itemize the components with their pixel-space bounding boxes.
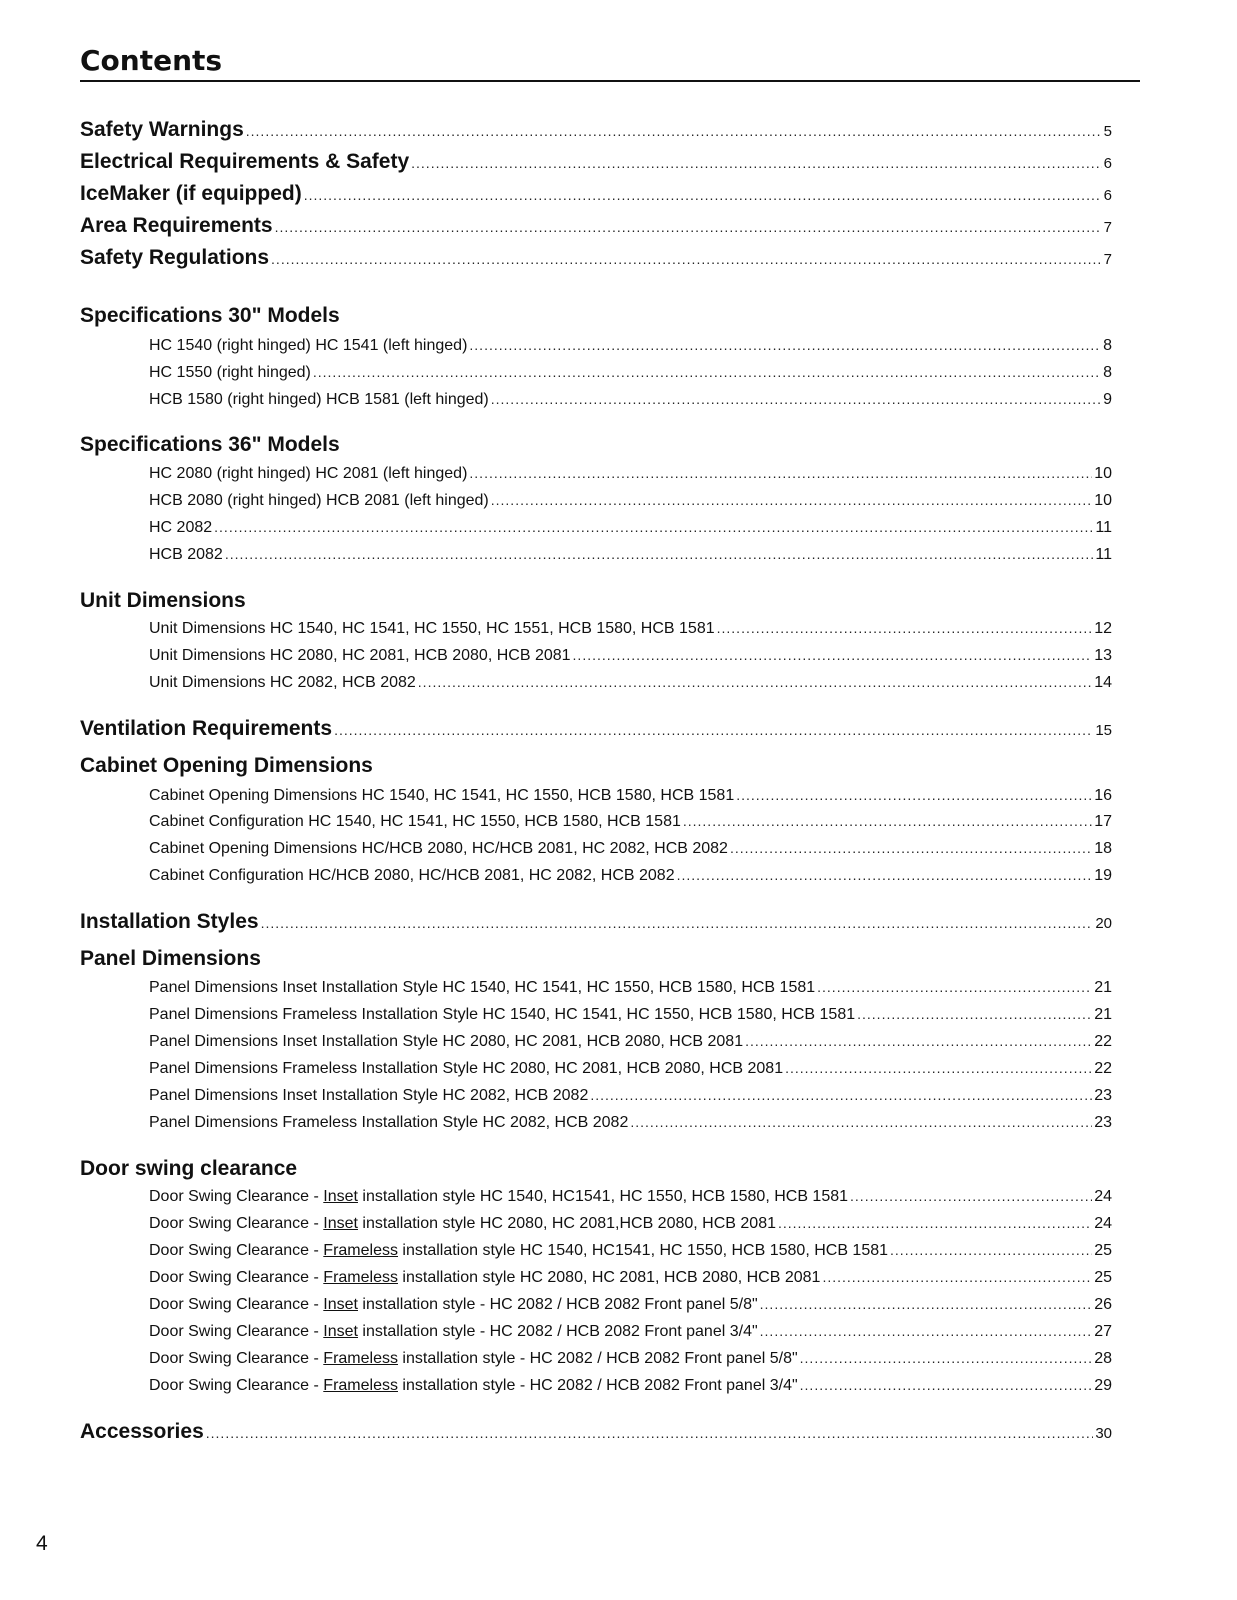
dot-leader (857, 1006, 1092, 1022)
toc-page-number: 10 (1094, 492, 1112, 509)
toc-page-number: 27 (1094, 1323, 1112, 1340)
toc-entry-label: Area Requirements (80, 214, 273, 237)
toc-entry-electrical-requirements[interactable] (80, 150, 1112, 174)
toc-entry-label: HC 2082 (149, 519, 213, 536)
toc-page-number: 24 (1094, 1215, 1112, 1232)
label-rest: installation style - HC 2082 / HCB 2082 Front panel 5/8" (397, 1350, 798, 1367)
style-name: Frameless (323, 1242, 398, 1259)
toc-subentry[interactable] (149, 1060, 1112, 1078)
toc-page-number: 11 (1095, 546, 1112, 563)
style-name: Frameless (323, 1377, 398, 1394)
toc-page-number: 26 (1094, 1296, 1112, 1313)
dot-leader (630, 1114, 1092, 1130)
toc-entry-icemaker[interactable] (80, 182, 1112, 206)
section-heading-spec30: Specifications 30" Models (80, 304, 340, 327)
label-rest: installation style - HC 2082 / HCB 2082 Front panel 3/4" (397, 1377, 798, 1394)
toc-entry-label (149, 1296, 758, 1314)
toc-entry-label: Safety Warnings (80, 118, 244, 141)
dot-leader (822, 1269, 1092, 1285)
toc-subentry[interactable] (149, 1087, 1112, 1105)
toc-page-number: 8 (1103, 364, 1112, 381)
toc-entry-label: Unit Dimensions HC 2082, HCB 2082 (149, 674, 416, 691)
style-name: Inset (323, 1323, 358, 1340)
toc-subentry[interactable] (149, 1006, 1112, 1024)
toc-subentry[interactable] (149, 1350, 1112, 1368)
toc-entry-label (149, 1350, 798, 1368)
toc-entry-label (149, 1188, 848, 1206)
dot-leader (271, 251, 1102, 267)
dot-leader (745, 1033, 1092, 1049)
toc-subentry[interactable] (149, 1377, 1112, 1395)
label-prefix: Door Swing Clearance - (149, 1269, 324, 1286)
label-rest: installation style HC 2080, HC 2081,HCB 2080, HCB 2081 (357, 1215, 776, 1232)
toc-entry-label: Unit Dimensions HC 2080, HC 2081, HCB 2080, HCB 2081 (149, 647, 571, 664)
dot-leader (261, 915, 1094, 931)
toc-entry-safety-warnings[interactable] (80, 118, 1112, 142)
label-prefix: Door Swing Clearance - (149, 1242, 324, 1259)
toc-entry-accessories[interactable] (80, 1420, 1112, 1444)
toc-page-number: 20 (1095, 915, 1112, 932)
toc-page-number: 25 (1094, 1269, 1112, 1286)
toc-page-number: 23 (1094, 1114, 1112, 1131)
toc-entry-label: Accessories (80, 1420, 204, 1443)
toc-page-number: 10 (1094, 465, 1112, 482)
toc-entry-label (149, 1377, 798, 1395)
toc-subentry[interactable] (149, 519, 1112, 537)
toc-entry-label: Electrical Requirements & Safety (80, 150, 410, 173)
toc-subentry[interactable] (149, 1269, 1112, 1287)
toc-page-number: 25 (1094, 1242, 1112, 1259)
dot-leader (418, 674, 1092, 690)
dot-leader (590, 1087, 1092, 1103)
toc-entry-label: Installation Styles (80, 910, 259, 933)
toc-entry-label: Panel Dimensions Frameless Installation Style HC 2080, HC 2081, HCB 2080, HCB 2081 (149, 1060, 784, 1077)
label-prefix: Door Swing Clearance - (149, 1188, 324, 1205)
toc-entry-label: IceMaker (if equipped) (80, 182, 302, 205)
toc-entry-label (149, 1323, 758, 1341)
label-rest: installation style HC 1540, HC1541, HC 1550, HCB 1580, HCB 1581 (397, 1242, 889, 1259)
toc-subentry[interactable] (149, 1188, 1112, 1206)
page-number: 4 (36, 1532, 48, 1555)
toc-entry-label: HC 2080 (right hinged) HC 2081 (left hinged) (149, 465, 468, 482)
dot-leader (778, 1215, 1092, 1231)
dot-leader (683, 813, 1092, 829)
section-heading-cabinet: Cabinet Opening Dimensions (80, 754, 373, 777)
toc-page-number: 17 (1094, 813, 1112, 830)
toc-subentry[interactable] (149, 364, 1112, 382)
dot-leader (785, 1060, 1092, 1076)
section-heading-spec36: Specifications 36" Models (80, 433, 340, 456)
toc-entry-ventilation[interactable] (80, 717, 1112, 741)
style-name: Inset (323, 1215, 358, 1232)
label-prefix: Door Swing Clearance - (149, 1350, 324, 1367)
toc-page-number: 7 (1103, 251, 1112, 268)
toc-page-number: 14 (1094, 674, 1112, 691)
dot-leader (890, 1242, 1092, 1258)
toc-page-number: 7 (1103, 219, 1112, 236)
toc-page-number: 8 (1103, 337, 1112, 354)
toc-subentry[interactable] (149, 674, 1112, 692)
toc-subentry[interactable] (149, 867, 1112, 885)
label-prefix: Door Swing Clearance - (149, 1323, 324, 1340)
toc-subentry[interactable] (149, 1215, 1112, 1233)
dot-leader (736, 787, 1092, 803)
dot-leader (717, 620, 1093, 636)
toc-subentry[interactable] (149, 1033, 1112, 1051)
toc-subentry[interactable] (149, 1323, 1112, 1341)
style-name: Frameless (323, 1350, 398, 1367)
toc-page-number: 24 (1094, 1188, 1112, 1205)
toc-page-number: 30 (1095, 1425, 1112, 1442)
dot-leader (313, 364, 1101, 380)
toc-entry-label: Panel Dimensions Inset Installation Style HC 2080, HC 2081, HCB 2080, HCB 2081 (149, 1033, 744, 1050)
toc-entry-label: HC 1550 (right hinged) (149, 364, 311, 381)
dot-leader (800, 1350, 1093, 1366)
dot-leader (760, 1323, 1093, 1339)
toc-entry-label: Unit Dimensions HC 1540, HC 1541, HC 1550, HC 1551, HCB 1580, HCB 1581 (149, 620, 715, 637)
toc-page-number: 11 (1095, 519, 1112, 536)
dot-leader (730, 840, 1092, 856)
style-name: Inset (323, 1296, 358, 1313)
dot-leader (411, 155, 1102, 171)
dot-leader (850, 1188, 1092, 1204)
label-prefix: Door Swing Clearance - (149, 1377, 324, 1394)
toc-entry-label: Cabinet Opening Dimensions HC/HCB 2080, HC/HCB 2081, HC 2082, HCB 2082 (149, 840, 728, 857)
section-heading-panel: Panel Dimensions (80, 947, 261, 970)
toc-page-number: 29 (1094, 1377, 1112, 1394)
toc-entry-label: Panel Dimensions Inset Installation Style HC 1540, HC 1541, HC 1550, HCB 1580, HCB 1581 (149, 979, 816, 996)
dot-leader (206, 1425, 1094, 1441)
toc-page-number: 18 (1094, 840, 1112, 857)
dot-leader (246, 123, 1102, 139)
style-name: Inset (323, 1188, 358, 1205)
section-heading-unit-dimensions: Unit Dimensions (80, 589, 246, 612)
toc-entry-safety-regulations[interactable] (80, 246, 1112, 270)
toc-entry-label: Safety Regulations (80, 246, 270, 269)
toc-entry-label: HCB 2080 (right hinged) HCB 2081 (left hinged) (149, 492, 489, 509)
toc-page-number: 9 (1103, 391, 1112, 408)
toc-subentry[interactable] (149, 620, 1112, 638)
toc-entry-label (149, 1242, 888, 1260)
toc-page-number: 16 (1094, 787, 1112, 804)
dot-leader (334, 722, 1093, 738)
toc-page-number: 6 (1103, 187, 1112, 204)
toc-page-number: 28 (1094, 1350, 1112, 1367)
dot-leader (275, 219, 1102, 235)
label-prefix: Door Swing Clearance - (149, 1215, 324, 1232)
toc-entry-label: Panel Dimensions Frameless Installation Style HC 1540, HC 1541, HC 1550, HCB 1580, HCB 1581 (149, 1006, 856, 1023)
toc-subentry[interactable] (149, 1242, 1112, 1260)
dot-leader (225, 546, 1094, 562)
toc-page-number: 6 (1103, 155, 1112, 172)
toc-entry-label: Cabinet Configuration HC/HCB 2080, HC/HCB 2081, HC 2082, HCB 2082 (149, 867, 675, 884)
toc-subentry[interactable] (149, 1114, 1112, 1132)
toc-entry-label (149, 1215, 776, 1233)
toc-subentry[interactable] (149, 391, 1112, 409)
label-rest: installation style HC 2080, HC 2081, HCB 2080, HCB 2081 (397, 1269, 821, 1286)
toc-subentry[interactable] (149, 1296, 1112, 1314)
dot-leader (491, 492, 1092, 508)
toc-page-number: 13 (1094, 647, 1112, 664)
dot-leader (491, 391, 1101, 407)
label-rest: installation style - HC 2082 / HCB 2082 Front panel 3/4" (357, 1323, 758, 1340)
toc-entry-label: HCB 2082 (149, 546, 223, 563)
toc-subentry[interactable] (149, 492, 1112, 510)
toc-page-number: 22 (1094, 1033, 1112, 1050)
toc-entry-area-requirements[interactable] (80, 214, 1112, 238)
toc-page-number: 19 (1094, 867, 1112, 884)
dot-leader (469, 465, 1092, 481)
dot-leader (304, 187, 1102, 203)
toc-subentry[interactable] (149, 465, 1112, 483)
toc-page-number: 15 (1095, 722, 1112, 739)
toc-subentry[interactable] (149, 647, 1112, 665)
toc-subentry[interactable] (149, 546, 1112, 564)
style-name: Frameless (323, 1269, 398, 1286)
toc-page-number: 12 (1094, 620, 1112, 637)
toc-subentry[interactable] (149, 840, 1112, 858)
dot-leader (760, 1296, 1093, 1312)
toc-entry-label: Cabinet Configuration HC 1540, HC 1541, HC 1550, HCB 1580, HCB 1581 (149, 813, 681, 830)
toc-entry-label: Panel Dimensions Frameless Installation Style HC 2082, HCB 2082 (149, 1114, 629, 1131)
dot-leader (469, 337, 1101, 353)
toc-entry-label: HCB 1580 (right hinged) HCB 1581 (left hinged) (149, 391, 489, 408)
label-prefix: Door Swing Clearance - (149, 1296, 324, 1313)
toc-entry-label: Ventilation Requirements (80, 717, 333, 740)
toc-entry-label: Cabinet Opening Dimensions HC 1540, HC 1541, HC 1550, HCB 1580, HCB 1581 (149, 787, 735, 804)
dot-leader (573, 647, 1093, 663)
toc-page-number: 21 (1094, 979, 1112, 996)
toc-page-number: 21 (1094, 1006, 1112, 1023)
toc-page-number: 23 (1094, 1087, 1112, 1104)
toc-subentry[interactable] (149, 337, 1112, 355)
dot-leader (677, 867, 1093, 883)
toc-entry-label: HC 1540 (right hinged) HC 1541 (left hinged) (149, 337, 468, 354)
toc-page-number: 5 (1103, 123, 1112, 140)
toc-page-number: 22 (1094, 1060, 1112, 1077)
toc-subentry[interactable] (149, 979, 1112, 997)
toc-entry-installation-styles[interactable] (80, 910, 1112, 934)
toc-entry-label (149, 1269, 820, 1287)
toc-subentry[interactable] (149, 813, 1112, 831)
label-rest: installation style - HC 2082 / HCB 2082 Front panel 5/8" (357, 1296, 758, 1313)
dot-leader (800, 1377, 1093, 1393)
dot-leader (817, 979, 1092, 995)
dot-leader (214, 519, 1093, 535)
label-rest: installation style HC 1540, HC1541, HC 1550, HCB 1580, HCB 1581 (357, 1188, 849, 1205)
section-heading-door-swing: Door swing clearance (80, 1157, 298, 1180)
toc-entry-label: Panel Dimensions Inset Installation Style HC 2082, HCB 2082 (149, 1087, 589, 1104)
page-title: Contents (80, 44, 1140, 82)
toc-subentry[interactable] (149, 787, 1112, 805)
